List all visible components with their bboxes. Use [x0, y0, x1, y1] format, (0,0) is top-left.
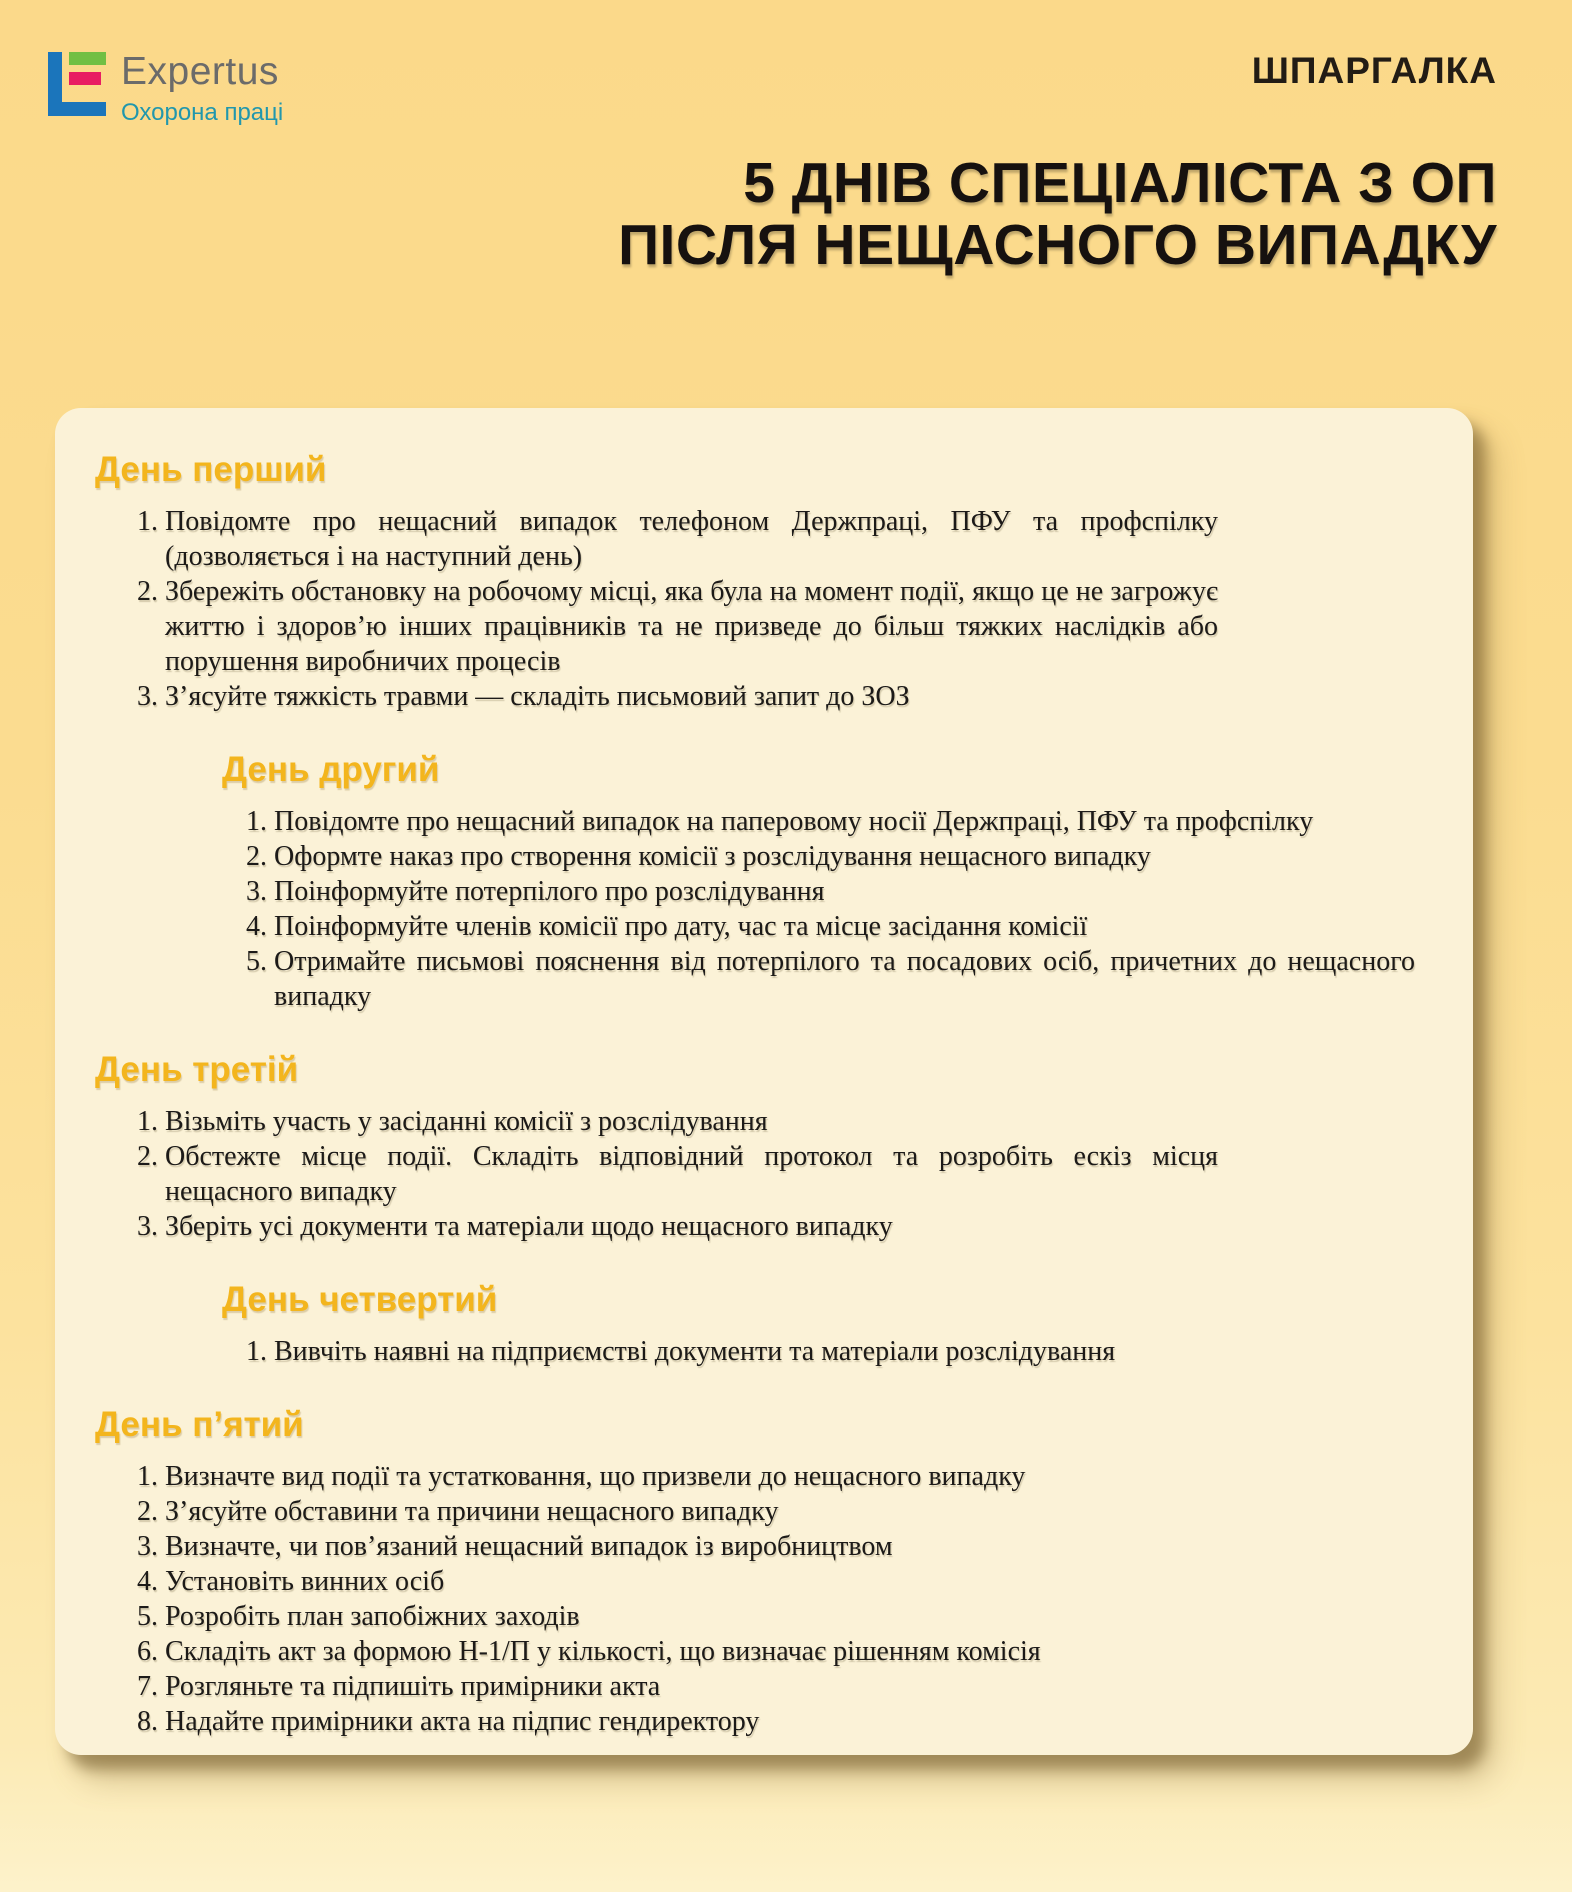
expertus-logo	[48, 52, 283, 127]
list-item: 8. Надайте примірники акта на підпис гендиректору	[165, 1704, 1218, 1739]
list-item: 1. Визначте вид події та устатковання, що призвели до нещасного випадку	[165, 1459, 1218, 1494]
day-list	[95, 504, 1218, 714]
list-item: 5. Отримайте письмові пояснення від потерпілого та посадових осіб, причетних до нещасного випадку	[274, 944, 1415, 1014]
day-heading: День перший	[95, 450, 327, 489]
list-item: 2. З’ясуйте обставини та причини нещасного випадку	[165, 1494, 1218, 1529]
day-section	[95, 1050, 1453, 1244]
list-item: 1. Візьміть участь у засіданні комісії з розслідування	[165, 1104, 1218, 1139]
page-title	[618, 152, 1497, 276]
list-item: 2. Обстежте місце події. Складіть відповідний протокол та розробіть ескіз місця нещасного випадку	[165, 1139, 1218, 1209]
list-item: 1. Повідомте про нещасний випадок телефоном Держпраці, ПФУ та профспілку (дозволяється і на наступний день)	[165, 504, 1218, 574]
day-list	[222, 804, 1415, 1014]
list-item: 4. Поінформуйте членів комісії про дату, час та місце засідання комісії	[274, 909, 1415, 944]
list-item: 1. Вивчіть наявні на підприємстві документи та матеріали розслідування	[274, 1334, 1415, 1369]
list-item: 5. Розробіть план запобіжних заходів	[165, 1599, 1218, 1634]
expertus-logo-icon	[48, 52, 106, 116]
logo-bar-pink	[69, 72, 101, 85]
brand-tagline: Охорона праці	[121, 98, 284, 126]
list-item: 4. Установіть винних осіб	[165, 1564, 1218, 1599]
page-title-line1: 5 ДНІВ СПЕЦІАЛІСТА З ОП	[743, 151, 1497, 215]
brand-name: Expertus	[121, 50, 279, 93]
day-heading: День четвертий	[222, 1280, 498, 1319]
list-item: 2. Збережіть обстановку на робочому місці, яка була на момент події, якщо це не загрожує життю і здоров’ю інших працівників та не призведе до більш тяжких наслідків або порушення виробничих процесів	[165, 574, 1218, 679]
day-section	[222, 750, 1453, 1014]
day-list	[222, 1334, 1415, 1369]
page-title-line2: ПІСЛЯ НЕЩАСНОГО ВИПАДКУ	[618, 213, 1497, 278]
logo-bar-blue-bottom	[48, 102, 106, 116]
day-heading: День п’ятий	[95, 1405, 304, 1444]
list-item: 2. Оформте наказ про створення комісії з розслідування нещасного випадку	[274, 839, 1415, 874]
day-section	[222, 1280, 1453, 1369]
list-item: 6. Складіть акт за формою Н-1/П у кількості, що визначає рішенням комісія	[165, 1634, 1218, 1669]
day-list	[95, 1104, 1218, 1244]
day-heading: День третій	[95, 1050, 299, 1089]
list-item: 3. Визначте, чи пов’язаний нещасний випадок із виробництвом	[165, 1529, 1218, 1564]
day-list	[95, 1459, 1218, 1739]
list-item: 7. Розгляньте та підпишіть примірники акта	[165, 1669, 1218, 1704]
day-section	[95, 1405, 1453, 1739]
cheatsheet-badge: ШПАРГАЛКА	[1251, 50, 1497, 91]
list-item: 3. Зберіть усі документи та матеріали щодо нещасного випадку	[165, 1209, 1218, 1244]
card	[55, 408, 1473, 1755]
logo-bar-green	[69, 52, 106, 65]
day-section	[95, 450, 1453, 714]
list-item: 3. Поінформуйте потерпілого про розслідування	[274, 874, 1415, 909]
day-heading: День другий	[222, 750, 440, 789]
list-item: 1. Повідомте про нещасний випадок на паперовому носії Держпраці, ПФУ та профспілку	[274, 804, 1415, 839]
logo-text	[121, 52, 283, 127]
list-item: 3. З’ясуйте тяжкість травми — складіть письмовий запит до ЗОЗ	[165, 679, 1218, 714]
